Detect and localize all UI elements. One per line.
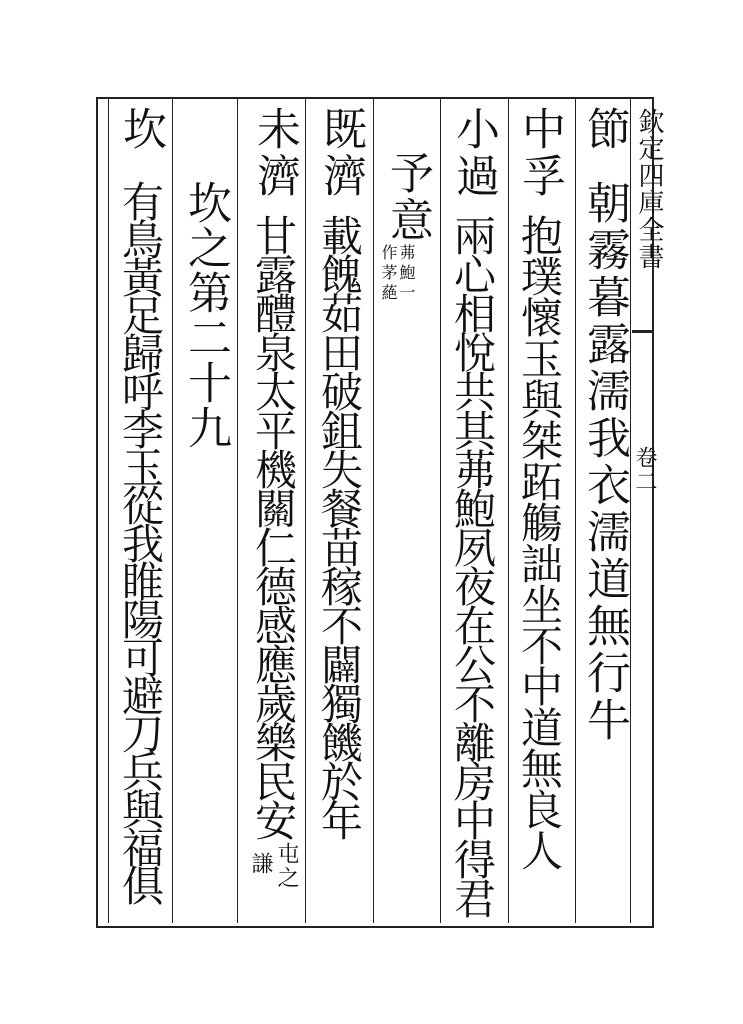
annotation-note: 謙 bbox=[248, 852, 273, 876]
hexagram-heading: 節 bbox=[579, 106, 630, 153]
verse-text: 載餽茹田破鉏失餐苗稼不闢獨饑於年 bbox=[315, 214, 364, 838]
hexagram-heading: 中孚 bbox=[514, 106, 565, 200]
verse-text: 抱璞懷玉與桀跖觴詘坐不中道無良人 bbox=[515, 214, 564, 870]
column-divider bbox=[108, 99, 109, 923]
frame-bottom-border bbox=[96, 926, 654, 928]
hexagram-heading: 小過 bbox=[448, 106, 499, 200]
verse-text: 甘露醴泉太平機關仁德感應歲樂民安 bbox=[249, 214, 298, 838]
hexagram-heading: 未濟 bbox=[249, 106, 300, 200]
column-divider bbox=[373, 99, 374, 923]
margin-juan: 卷二 bbox=[632, 446, 657, 494]
column-divider bbox=[575, 99, 576, 923]
column-divider bbox=[630, 99, 631, 923]
annotation-note: 屯之 bbox=[274, 842, 299, 890]
verse-text: 有鳥黃足歸呼李玉從我睢陽可避刀兵與福俱 bbox=[116, 180, 165, 902]
annotation-note: 作茅蕝 bbox=[379, 244, 398, 304]
hexagram-heading: 坎 bbox=[115, 106, 166, 153]
annotation-note: 茀鮑一 bbox=[397, 244, 416, 304]
column-divider bbox=[508, 99, 509, 923]
verse-text: 予意 bbox=[382, 150, 433, 244]
column-divider bbox=[440, 99, 441, 923]
hexagram-heading: 既濟 bbox=[315, 106, 366, 200]
column-divider bbox=[305, 99, 306, 923]
column-divider bbox=[172, 99, 173, 923]
frame-top-border bbox=[96, 97, 654, 99]
margin-book-title: 欽定四庫全書 bbox=[634, 108, 664, 270]
chapter-title: 坎之第二十九 bbox=[180, 180, 231, 450]
column-divider bbox=[237, 99, 238, 923]
verse-text: 兩心相悅共其茀鮑夙夜在公不離房中得君 bbox=[448, 214, 497, 916]
frame-left-border bbox=[96, 97, 98, 928]
margin-mark bbox=[632, 330, 652, 333]
verse-text: 朝霧暮露濡我衣濡道無行牛 bbox=[579, 180, 630, 744]
